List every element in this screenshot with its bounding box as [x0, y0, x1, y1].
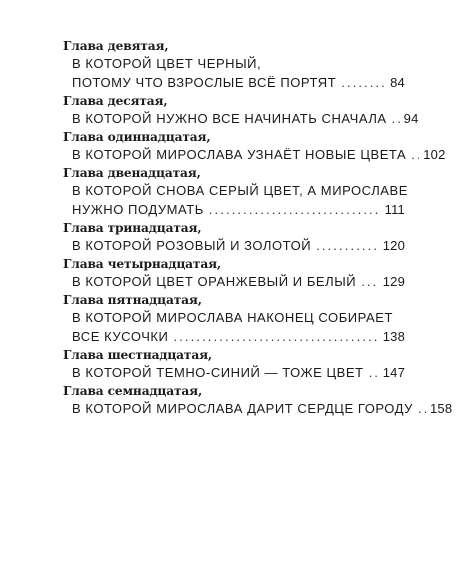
chapter-heading: Глава шестнадцатая, [63, 348, 213, 362]
chapter-title-line [63, 308, 405, 327]
chapter-title-line [63, 363, 405, 382]
chapter-title-text: В КОТОРОЙ НУЖНО ВСЕ НАЧИНАТЬ СНАЧАЛА [72, 111, 387, 126]
chapter-heading: Глава четырнадцатая, [63, 257, 222, 271]
chapter-title-line [63, 272, 405, 291]
chapter-title-text: В КОТОРОЙ СНОВА СЕРЫЙ ЦВЕТ, А МИРОСЛАВЕ [72, 183, 408, 198]
toc-entry-chapter-12 [63, 165, 408, 219]
chapter-title-text: В КОТОРОЙ РОЗОВЫЙ И ЗОЛОТОЙ [72, 238, 312, 253]
chapter-title-line [63, 145, 446, 164]
page-number: 111 [384, 202, 405, 217]
page-number: 94 [403, 111, 419, 126]
chapter-heading: Глава пятнадцатая, [63, 293, 202, 307]
toc-entry-chapter-15 [63, 292, 405, 346]
chapter-title-line [63, 327, 405, 346]
chapter-title-text: НУЖНО ПОДУМАТЬ [72, 202, 204, 217]
page-number: 84 [390, 75, 405, 90]
dot-leader [173, 327, 378, 346]
chapter-heading: Глава двенадцатая, [63, 166, 201, 180]
chapter-title-text: В КОТОРОЙ ЦВЕТ ОРАНЖЕВЫЙ И БЕЛЫЙ [72, 274, 357, 289]
chapter-title-line [63, 236, 405, 255]
page-number: 138 [382, 329, 405, 344]
page-number: 147 [382, 365, 405, 380]
dot-leader [411, 145, 419, 164]
page-number: 120 [382, 238, 405, 253]
toc-entry-chapter-17 [63, 383, 453, 418]
page-number: 129 [382, 274, 405, 289]
toc-entry-chapter-16 [63, 347, 405, 382]
dot-leader [209, 200, 381, 219]
toc-entry-chapter-10 [63, 93, 419, 128]
chapter-title-line [63, 200, 405, 219]
chapter-title-text: ВСЕ КУСОЧКИ [72, 329, 169, 344]
chapter-title-line [63, 109, 419, 128]
chapter-heading: Глава девятая, [63, 39, 169, 53]
page-number: 158 [430, 401, 453, 416]
toc-entry-chapter-11 [63, 129, 446, 164]
dot-leader [316, 236, 379, 255]
chapter-title-text: В КОТОРОЙ ТЕМНО-СИНИЙ — ТОЖЕ ЦВЕТ [72, 365, 364, 380]
dot-leader [392, 109, 400, 128]
chapter-title-text: В КОТОРОЙ МИРОСЛАВА НАКОНЕЦ СОБИРАЕТ [72, 310, 393, 325]
chapter-title-line [63, 399, 453, 418]
toc-entry-chapter-9 [63, 38, 405, 92]
dot-leader [418, 399, 426, 418]
chapter-heading: Глава десятая, [63, 94, 168, 108]
chapter-title-line [63, 54, 405, 73]
chapter-title-text: В КОТОРОЙ МИРОСЛАВА УЗНАЁТ НОВЫЕ ЦВЕТА [72, 147, 407, 162]
table-of-contents [63, 38, 453, 419]
chapter-heading: Глава тринадцатая, [63, 221, 202, 235]
chapter-title-text: В КОТОРОЙ МИРОСЛАВА ДАРИТ СЕРДЦЕ ГОРОДУ [72, 401, 413, 416]
dot-leader [369, 363, 379, 382]
chapter-title-text: ПОТОМУ ЧТО ВЗРОСЛЫЕ ВСЁ ПОРТЯТ [72, 75, 337, 90]
chapter-title-text: В КОТОРОЙ ЦВЕТ ЧЕРНЫЙ, [72, 56, 262, 71]
page-number: 102 [423, 147, 446, 162]
chapter-title-line [63, 73, 405, 92]
chapter-heading: Глава семнадцатая, [63, 384, 203, 398]
chapter-title-line [63, 181, 408, 200]
toc-entry-chapter-13 [63, 220, 405, 255]
dot-leader [341, 73, 386, 92]
toc-entry-chapter-14 [63, 256, 405, 291]
dot-leader [361, 272, 379, 291]
chapter-heading: Глава одиннадцатая, [63, 130, 211, 144]
